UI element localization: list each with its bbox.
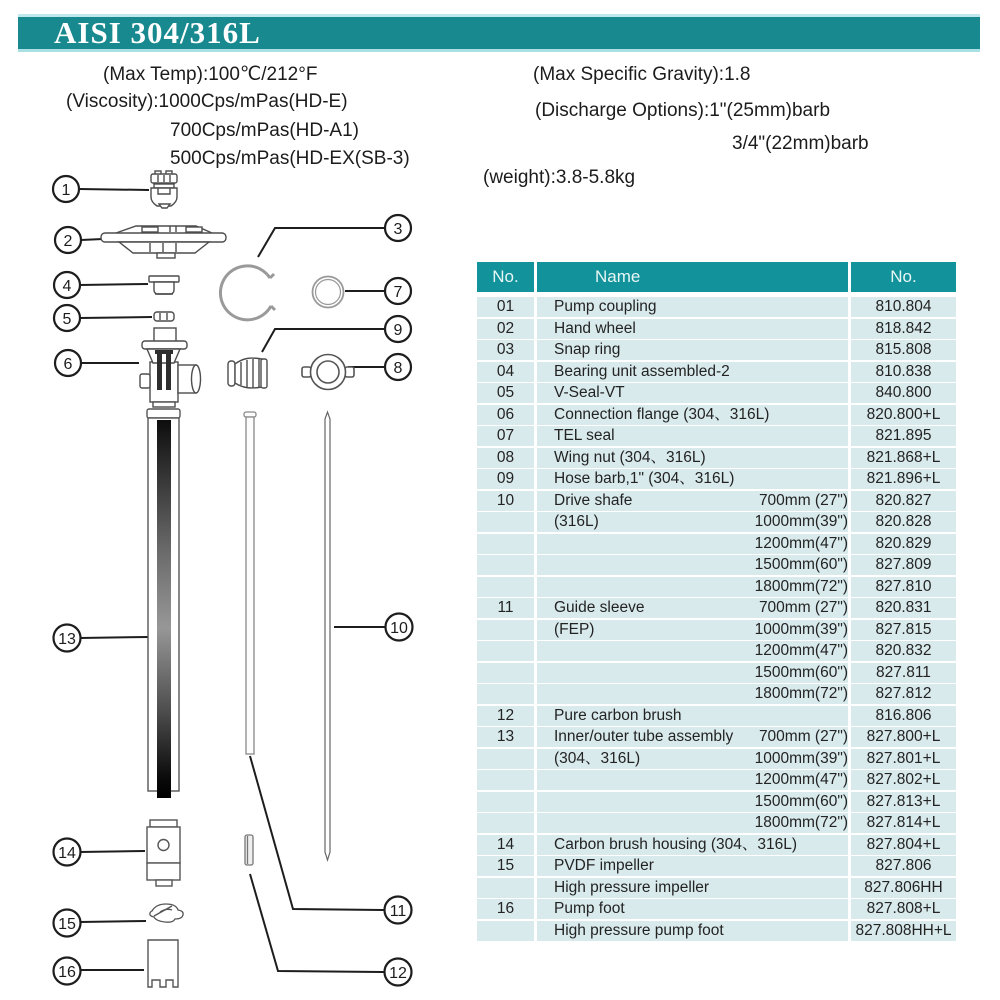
table-row xyxy=(477,362,956,382)
cell-item-no xyxy=(477,770,534,790)
callout-3 xyxy=(385,215,411,241)
svg-text:14: 14 xyxy=(58,845,76,862)
table-row xyxy=(477,921,956,941)
cell-part-name xyxy=(537,878,848,898)
svg-text:8: 8 xyxy=(393,360,403,377)
part-name-text: Pump coupling xyxy=(554,298,657,315)
part-13-outer-tube-drawing xyxy=(147,409,180,798)
svg-text:7: 7 xyxy=(393,284,403,301)
cell-part-number: 810.804 xyxy=(851,297,956,317)
table-row xyxy=(477,706,956,726)
cell-item-no: 14 xyxy=(477,835,534,855)
cell-part-name xyxy=(537,512,848,532)
spec-discharge: (Discharge Options):1"(25mm)barb xyxy=(535,100,831,121)
part-size-text: 1200mm(47") xyxy=(754,534,848,552)
cell-part-name xyxy=(537,835,848,855)
cell-part-name xyxy=(537,663,848,683)
cell-part-name xyxy=(537,899,848,919)
column-header-no-left: No. xyxy=(477,262,534,292)
cell-item-no: 03 xyxy=(477,340,534,360)
cell-item-no: 10 xyxy=(477,491,534,511)
cell-part-name xyxy=(537,448,848,468)
cell-item-no xyxy=(477,921,534,941)
cell-part-number: 827.810 xyxy=(851,577,956,597)
cell-part-number: 820.832 xyxy=(851,641,956,661)
part-6-connection-flange-drawing xyxy=(140,328,201,407)
parts-table-header xyxy=(477,262,956,292)
part-name-text: Hand wheel xyxy=(554,319,636,337)
part-16-pump-foot-drawing xyxy=(148,940,178,987)
cell-item-no xyxy=(477,620,534,640)
cell-part-name xyxy=(537,770,848,790)
part-name-text: Bearing unit assembled-2 xyxy=(554,362,730,380)
cell-item-no: 01 xyxy=(477,297,534,317)
callout-12 xyxy=(385,959,412,986)
table-row xyxy=(477,319,956,339)
svg-text:16: 16 xyxy=(58,964,76,981)
part-name-text: (FEP) xyxy=(554,620,595,638)
cell-item-no xyxy=(477,555,534,575)
cell-item-no: 16 xyxy=(477,899,534,919)
cell-item-no: 09 xyxy=(477,469,534,489)
cell-part-number: 827.806 xyxy=(851,856,956,876)
table-row xyxy=(477,641,956,661)
callout-8 xyxy=(385,354,411,380)
cell-part-name xyxy=(537,534,848,554)
table-row xyxy=(477,878,956,898)
cell-part-name xyxy=(537,641,848,661)
cell-part-number: 827.809 xyxy=(851,555,956,575)
cell-part-number: 821.868+L xyxy=(851,448,956,468)
table-row xyxy=(477,899,956,919)
part-name-text: High pressure pump foot xyxy=(554,921,724,939)
part-name-text: High pressure impeller xyxy=(554,878,710,896)
part-size-text: 700mm (27") xyxy=(758,599,848,616)
cell-part-number: 827.800+L xyxy=(851,727,956,747)
part-size-text: 1800mm(72") xyxy=(754,814,848,831)
cell-part-number: 820.829 xyxy=(851,534,956,554)
part-name-text: TEL seal xyxy=(554,427,615,444)
svg-text:12: 12 xyxy=(389,965,407,982)
part-11-guide-sleeve-drawing xyxy=(244,412,256,754)
cell-part-name xyxy=(537,469,848,489)
cell-part-name xyxy=(537,620,848,640)
table-row xyxy=(477,835,956,855)
table-row xyxy=(477,856,956,876)
spec-max-temp: (Max Temp):100℃/212°F xyxy=(103,64,318,85)
svg-text:10: 10 xyxy=(390,620,408,637)
svg-text:4: 4 xyxy=(62,278,72,295)
exploded-parts-diagram xyxy=(0,0,470,1000)
cell-item-no: 13 xyxy=(477,727,534,747)
callout-9 xyxy=(385,316,411,342)
svg-text:6: 6 xyxy=(63,356,73,373)
cell-item-no xyxy=(477,792,534,812)
part-1-pump-coupling-drawing xyxy=(151,171,177,208)
cell-part-number: 827.812 xyxy=(851,684,956,704)
cell-part-number: 816.806 xyxy=(851,706,956,726)
callout-14 xyxy=(54,839,81,866)
table-row xyxy=(477,340,956,360)
table-row xyxy=(477,448,956,468)
part-5-v-seal-drawing xyxy=(154,312,174,321)
part-name-text: PVDF impeller xyxy=(554,857,654,874)
spec-viscosity-2: 700Cps/mPas(HD-A1) xyxy=(170,120,359,141)
cell-part-number: 818.842 xyxy=(851,319,956,339)
cell-part-name xyxy=(537,491,848,511)
cell-part-number: 827.813+L xyxy=(851,792,956,812)
cell-part-number: 827.811 xyxy=(851,663,956,683)
cell-part-name xyxy=(537,856,848,876)
spec-discharge-2: 3/4"(22mm)barb xyxy=(732,133,869,154)
cell-part-number: 827.808+L xyxy=(851,899,956,919)
table-row xyxy=(477,792,956,812)
cell-part-name xyxy=(537,297,848,317)
part-size-text: 1800mm(72") xyxy=(754,577,848,595)
table-row xyxy=(477,512,956,532)
cell-item-no: 15 xyxy=(477,856,534,876)
part-name-text: Guide sleeve xyxy=(554,599,645,616)
parts-table xyxy=(477,262,956,941)
svg-text:5: 5 xyxy=(62,311,72,328)
part-2-hand-wheel-drawing xyxy=(101,226,226,258)
cell-part-number: 815.808 xyxy=(851,340,956,360)
cell-part-number: 827.804+L xyxy=(851,835,956,855)
svg-text:15: 15 xyxy=(58,916,76,933)
cell-item-no: 02 xyxy=(477,319,534,339)
spec-viscosity: (Viscosity):1000Cps/mPas(HD-E) xyxy=(66,91,348,112)
callout-13 xyxy=(54,625,81,652)
table-row xyxy=(477,684,956,704)
table-body xyxy=(477,297,956,941)
callout-balloons xyxy=(53,176,413,986)
spec-weight: (weight):3.8-5.8kg xyxy=(483,167,636,188)
part-name-text: Snap ring xyxy=(554,341,621,358)
cell-part-number: 821.895 xyxy=(851,426,956,446)
part-size-text: 700mm (27") xyxy=(758,728,848,745)
column-header-no-right: No. xyxy=(851,262,956,292)
part-size-text: 1500mm(60") xyxy=(754,792,848,810)
cell-part-name xyxy=(537,577,848,597)
svg-text:11: 11 xyxy=(389,903,407,920)
cell-part-name xyxy=(537,727,848,747)
table-row xyxy=(477,426,956,446)
part-9-hose-barb-drawing xyxy=(228,358,267,388)
part-name-text: Carbon brush housing (304、316L) xyxy=(554,835,797,853)
cell-part-number: 810.838 xyxy=(851,362,956,382)
part-4-bearing-unit-drawing xyxy=(149,276,179,294)
part-14-brush-housing-drawing xyxy=(147,820,180,886)
cell-item-no: 06 xyxy=(477,405,534,425)
part-name-text: Connection flange (304、316L) xyxy=(554,405,770,423)
table-row xyxy=(477,405,956,425)
part-name-text: Hose barb,1" (304、316L) xyxy=(554,470,735,487)
cell-part-name xyxy=(537,319,848,339)
cell-item-no xyxy=(477,878,534,898)
cell-part-name xyxy=(537,405,848,425)
callout-16 xyxy=(54,958,81,985)
cell-part-number: 827.814+L xyxy=(851,813,956,833)
cell-part-number: 827.802+L xyxy=(851,770,956,790)
cell-item-no xyxy=(477,813,534,833)
part-3-snap-ring-drawing xyxy=(220,266,275,320)
cell-part-number: 840.800 xyxy=(851,383,956,403)
cell-part-name xyxy=(537,426,848,446)
table-row xyxy=(477,383,956,403)
cell-item-no: 05 xyxy=(477,383,534,403)
cell-part-number: 820.831 xyxy=(851,598,956,618)
svg-text:1: 1 xyxy=(61,182,71,199)
callout-15 xyxy=(54,910,81,937)
cell-part-name xyxy=(537,340,848,360)
part-size-text: 1000mm(39") xyxy=(754,749,848,767)
callout-5 xyxy=(54,305,80,331)
cell-part-number: 821.896+L xyxy=(851,469,956,489)
cell-item-no xyxy=(477,684,534,704)
part-size-text: 1000mm(39") xyxy=(754,513,848,530)
cell-part-name xyxy=(537,706,848,726)
part-size-text: 700mm (27") xyxy=(758,491,848,509)
leader-lines xyxy=(79,189,385,972)
part-8-wing-nut-drawing xyxy=(302,355,354,390)
table-row xyxy=(477,663,956,683)
cell-part-name xyxy=(537,749,848,769)
cell-item-no xyxy=(477,641,534,661)
cell-item-no: 08 xyxy=(477,448,534,468)
callout-7 xyxy=(385,278,411,304)
part-15-impeller-drawing xyxy=(150,904,183,922)
svg-text:2: 2 xyxy=(63,233,73,250)
part-7-tel-seal-drawing xyxy=(313,277,344,308)
part-size-text: 1500mm(60") xyxy=(754,556,848,573)
cell-part-number: 827.801+L xyxy=(851,749,956,769)
cell-item-no xyxy=(477,577,534,597)
cell-item-no: 11 xyxy=(477,598,534,618)
cell-part-name xyxy=(537,684,848,704)
svg-text:3: 3 xyxy=(393,221,403,238)
part-10-drive-shaft-drawing xyxy=(325,412,330,860)
part-name-text: (316L) xyxy=(554,513,599,530)
part-size-text: 1000mm(39") xyxy=(754,620,848,638)
svg-text:13: 13 xyxy=(58,631,76,648)
cell-item-no: 12 xyxy=(477,706,534,726)
table-row xyxy=(477,813,956,833)
cell-part-name xyxy=(537,555,848,575)
column-header-name: Name xyxy=(537,262,848,292)
part-size-text: 1200mm(47") xyxy=(754,642,848,659)
table-row xyxy=(477,727,956,747)
table-row xyxy=(477,620,956,640)
page-title: AISI 304/316L xyxy=(54,15,261,50)
part-name-text: Pump foot xyxy=(554,900,625,917)
callout-11 xyxy=(385,897,412,924)
part-size-text: 1800mm(72") xyxy=(754,685,848,702)
part-name-text: (304、316L) xyxy=(554,749,641,767)
cell-part-name xyxy=(537,792,848,812)
part-12-carbon-brush-drawing xyxy=(245,835,253,865)
part-name-text: Wing nut (304、316L) xyxy=(554,448,706,466)
table-row xyxy=(477,469,956,489)
table-row xyxy=(477,770,956,790)
callout-2 xyxy=(55,227,81,253)
cell-part-number: 820.827 xyxy=(851,491,956,511)
cell-item-no xyxy=(477,663,534,683)
callout-6 xyxy=(55,350,81,376)
cell-item-no xyxy=(477,512,534,532)
cell-part-name xyxy=(537,598,848,618)
callout-4 xyxy=(54,272,80,298)
cell-item-no: 04 xyxy=(477,362,534,382)
cell-part-name xyxy=(537,362,848,382)
table-row xyxy=(477,555,956,575)
cell-item-no: 07 xyxy=(477,426,534,446)
svg-text:9: 9 xyxy=(393,322,403,339)
cell-part-name xyxy=(537,813,848,833)
part-name-text: Pure carbon brush xyxy=(554,706,682,724)
part-name-text: Drive shafe xyxy=(554,491,633,509)
cell-part-number: 827.806HH xyxy=(851,878,956,898)
cell-part-number: 827.815 xyxy=(851,620,956,640)
callout-10 xyxy=(386,614,413,641)
part-size-text: 1200mm(47") xyxy=(754,771,848,788)
cell-item-no xyxy=(477,749,534,769)
spec-max-gravity: (Max Specific Gravity):1.8 xyxy=(533,64,751,85)
spec-viscosity-3: 500Cps/mPas(HD-EX(SB-3) xyxy=(170,148,410,169)
cell-part-number: 827.808HH+L xyxy=(851,921,956,941)
table-row xyxy=(477,577,956,597)
cell-part-name xyxy=(537,383,848,403)
table-row xyxy=(477,297,956,317)
part-size-text: 1500mm(60") xyxy=(754,663,848,681)
part-name-text: Inner/outer tube assembly xyxy=(554,728,734,745)
table-row xyxy=(477,598,956,618)
callout-1 xyxy=(53,176,79,202)
table-row xyxy=(477,534,956,554)
cell-part-number: 820.828 xyxy=(851,512,956,532)
cell-part-name xyxy=(537,921,848,941)
cell-part-number: 820.800+L xyxy=(851,405,956,425)
cell-item-no xyxy=(477,534,534,554)
table-row xyxy=(477,491,956,511)
table-row xyxy=(477,749,956,769)
part-name-text: V-Seal-VT xyxy=(554,384,625,401)
